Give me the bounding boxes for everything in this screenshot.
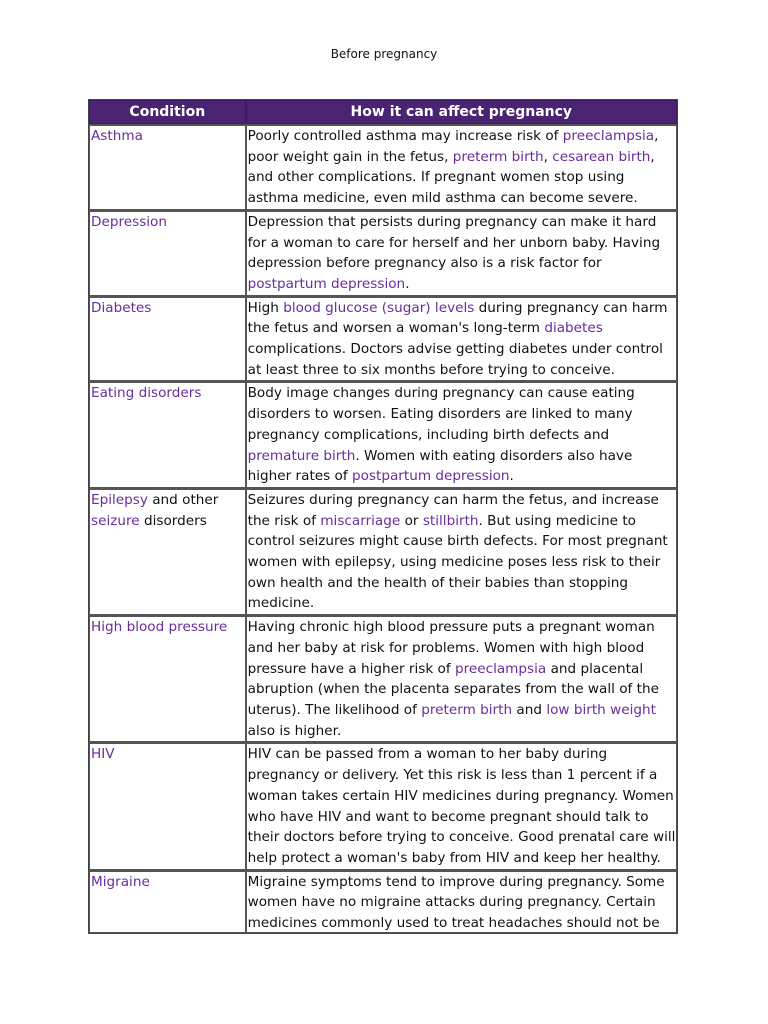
- effect-text: HIV can be passed from a woman to her baby during pregnancy or delivery. Yet this risk is less than 1 percent if a woman takes certain HIV medicines during pregnancy. Women who have HIV and want to become pregnant should talk to their doctors before trying to conceive. Good prenatal care will help protect a woman's baby from HIV and keep her healthy.: [247, 746, 676, 866]
- effect-link[interactable]: premature birth: [247, 447, 356, 464]
- condition-link[interactable]: Asthma: [91, 128, 143, 144]
- effect-link[interactable]: preterm birth: [452, 148, 544, 165]
- effect-link[interactable]: cesarean birth: [552, 148, 651, 165]
- condition-link[interactable]: Diabetes: [91, 299, 152, 316]
- header-effect: How it can affect pregnancy: [246, 100, 677, 124]
- condition-link[interactable]: High blood pressure: [91, 619, 228, 636]
- effect-text: Having chronic high blood pressure puts a pregnant woman and her baby at risk for problems. Women with high blood pressure have a higher risk of: [247, 619, 655, 677]
- effect-text: and: [512, 701, 547, 718]
- condition-link[interactable]: Depression: [91, 213, 167, 230]
- table-row: [89, 742, 677, 869]
- condition-cell: [89, 615, 246, 742]
- effect-text: .: [509, 468, 514, 485]
- effect-cell: [246, 296, 677, 382]
- table-row: [89, 124, 677, 210]
- effect-cell: [246, 742, 677, 869]
- effect-cell: [246, 615, 677, 742]
- condition-text: disorders: [139, 512, 207, 529]
- effect-text: Migraine symptoms tend to improve during pregnancy. Some women have no migraine attacks during pregnancy. Certain medicines commonly used to treat headaches should not be: [247, 873, 665, 932]
- effect-text: during pregnancy can harm the fetus and worsen a woman's long-term: [247, 299, 668, 337]
- effect-cell: [246, 210, 677, 296]
- table-header-row: [89, 100, 677, 124]
- effect-link[interactable]: preterm birth: [421, 701, 513, 718]
- effect-text: Seizures during pregnancy can harm the fetus, and increase the risk of: [247, 491, 659, 529]
- effect-cell-clipped: [248, 872, 676, 932]
- condition-cell: [89, 488, 246, 615]
- effect-link[interactable]: preeclampsia: [454, 660, 547, 677]
- effect-cell: [246, 381, 677, 488]
- condition-link[interactable]: seizure: [91, 512, 140, 529]
- table-row: [89, 381, 677, 488]
- effect-link[interactable]: blood glucose (sugar) levels: [283, 299, 475, 316]
- effect-text: . But using medicine to control seizures might cause birth defects. For most pregnant women with epilepsy, using medicine poses less risk to their own health and the health of their babies than stopping medicine.: [247, 512, 668, 612]
- condition-cell-clipped: [91, 872, 245, 932]
- condition-cell: [89, 742, 246, 869]
- effect-text: .: [405, 275, 410, 292]
- header-condition: Condition: [89, 100, 246, 124]
- conditions-table: [88, 99, 678, 934]
- condition-link[interactable]: Migraine: [91, 873, 150, 890]
- effect-text: also is higher.: [247, 722, 342, 739]
- effect-link[interactable]: preeclampsia: [562, 128, 655, 144]
- page-title: Before pregnancy: [330, 47, 438, 61]
- effect-text: . Women with eating disorders also have higher rates of: [247, 447, 633, 485]
- effect-text: and placental abruption (when the placenta separates from the wall of the uterus). The likelihood of: [247, 660, 659, 718]
- effect-text: ,: [543, 148, 553, 165]
- condition-cell: [89, 210, 246, 296]
- effect-link[interactable]: miscarriage: [320, 512, 401, 529]
- table-body: [89, 124, 677, 933]
- condition-cell: [89, 124, 246, 210]
- effect-link[interactable]: stillbirth: [422, 512, 479, 529]
- condition-text: and other: [147, 491, 219, 508]
- effect-link[interactable]: diabetes: [544, 320, 603, 337]
- effect-link[interactable]: low birth weight: [546, 701, 656, 718]
- effect-text: complications. Doctors advise getting diabetes under control at least three to six months before trying to conceive.: [247, 341, 663, 378]
- table-row: [89, 488, 677, 615]
- effect-text: Depression that persists during pregnancy can make it hard for a woman to care for herself and her unborn baby. Having depression before pregnancy also is a risk factor for: [247, 213, 661, 272]
- effect-link[interactable]: postpartum depression: [247, 275, 406, 292]
- table-row: [89, 210, 677, 296]
- condition-cell: [89, 296, 246, 382]
- effect-text: , and other complications. If pregnant women stop using asthma medicine, even mild asthma can become severe.: [247, 148, 655, 207]
- effect-link[interactable]: postpartum depression: [351, 468, 510, 485]
- effect-cell: [246, 124, 677, 210]
- table-row: [89, 615, 677, 742]
- effect-text: High: [247, 299, 284, 316]
- effect-text: , poor weight gain in the fetus,: [247, 128, 659, 165]
- condition-link[interactable]: HIV: [91, 746, 115, 763]
- effect-text: Poorly controlled asthma may increase risk of: [247, 128, 563, 144]
- effect-cell: [246, 488, 677, 615]
- condition-link[interactable]: Epilepsy: [91, 491, 148, 508]
- table-row: [89, 296, 677, 382]
- effect-text: Body image changes during pregnancy can cause eating disorders to worsen. Eating disorders are linked to many pregnancy complications, including birth defects and: [247, 385, 635, 443]
- condition-link[interactable]: Eating disorders: [91, 385, 202, 402]
- condition-cell: [89, 870, 246, 933]
- table-row: [89, 870, 677, 933]
- effect-cell: [246, 870, 677, 933]
- effect-text: or: [400, 512, 423, 529]
- condition-cell: [89, 381, 246, 488]
